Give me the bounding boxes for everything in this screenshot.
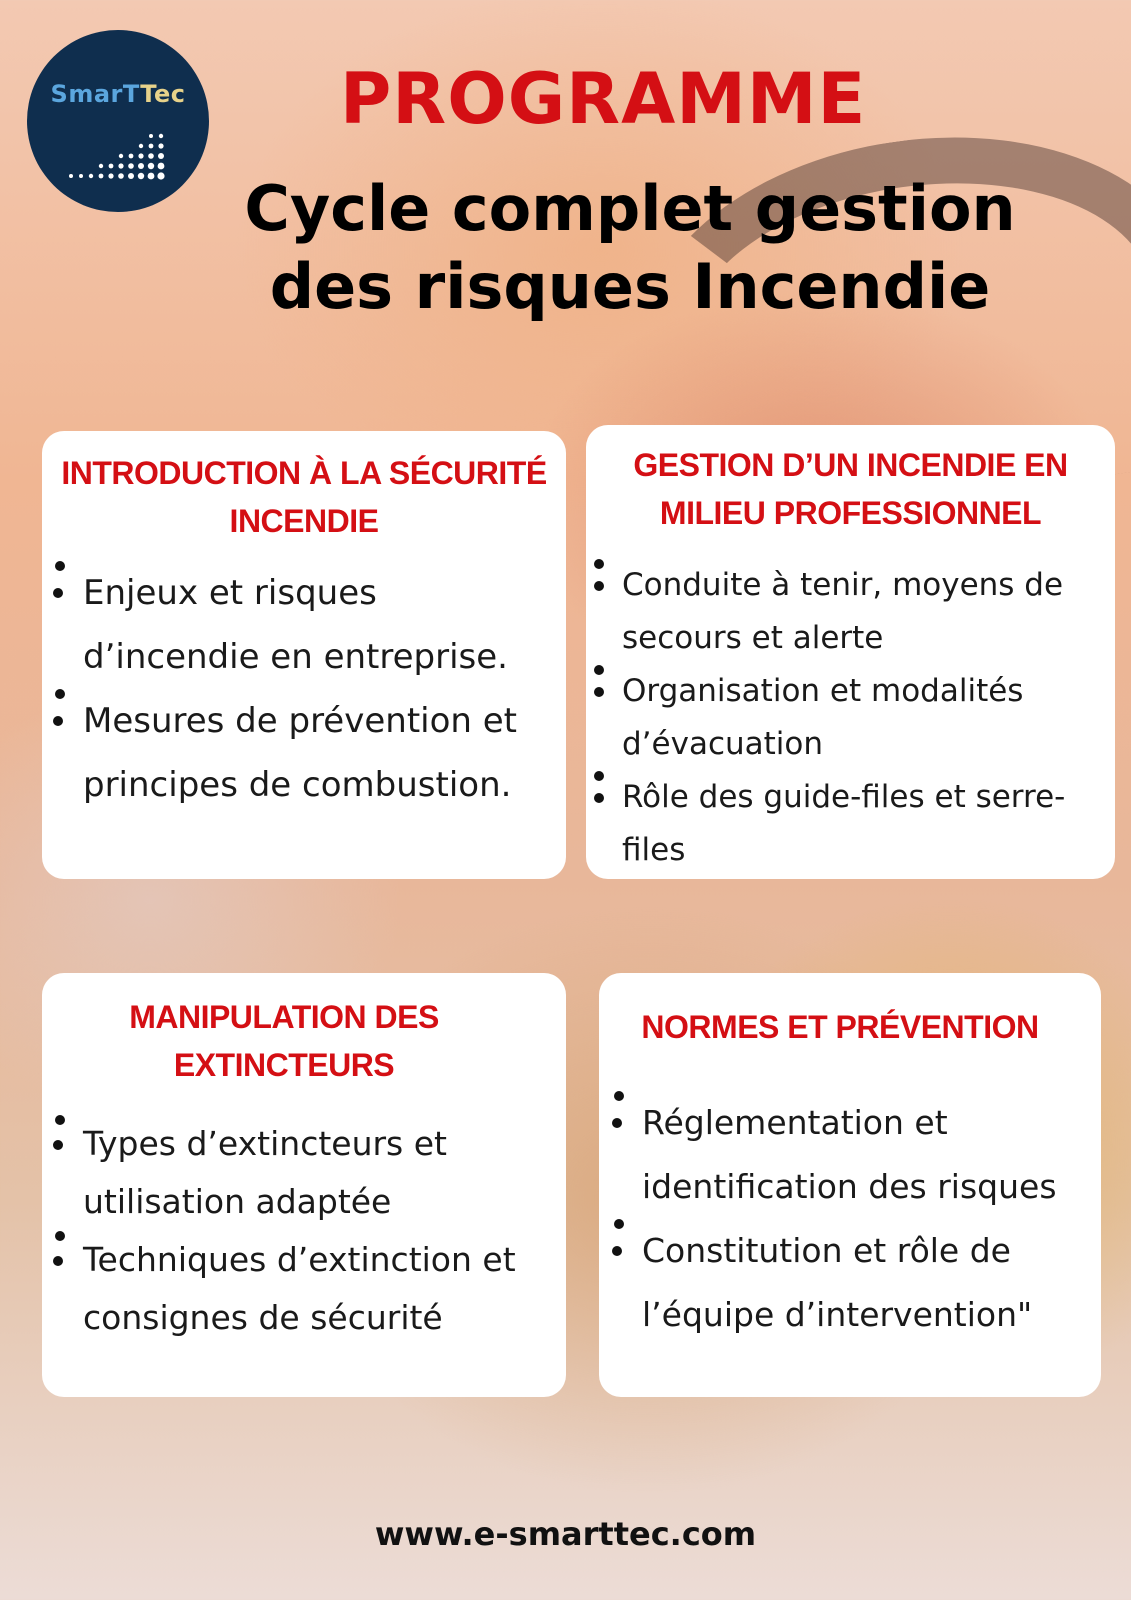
list-item-line2: utilisation adaptée: [83, 1182, 392, 1221]
programme-heading: PROGRAMME: [340, 58, 867, 140]
list-item: [622, 665, 1112, 771]
card-normes-prevention: [599, 973, 1101, 1397]
card-title-line2: MILIEU PROFESSIONNEL: [659, 495, 1042, 531]
card-title-line2: INCENDIE: [229, 503, 379, 539]
page-title-line1: Cycle complet gestion: [244, 172, 1016, 245]
card-list: [83, 1115, 563, 1347]
list-item-line1: Conduite à tenir, moyens de: [622, 567, 1064, 603]
card-title-line1: MANIPULATION DES: [129, 999, 439, 1035]
list-item-line1: Types d’extincteurs et: [83, 1124, 447, 1163]
list-item-line1: Enjeux et risques: [83, 573, 377, 613]
list-item-line2: d’évacuation: [622, 726, 824, 762]
smarttec-logo: [27, 30, 209, 212]
list-item-line2: secours et alerte: [622, 620, 884, 656]
website-url: www.e-smarttec.com: [374, 1515, 757, 1553]
list-item-line1: Réglementation et: [642, 1103, 948, 1142]
card-manipulation-extincteurs: [42, 973, 566, 1397]
logo-text-tec: Tec: [140, 80, 186, 108]
card-list: [642, 1091, 1102, 1347]
card-title: [589, 1003, 1091, 1051]
card-gestion-incendie: [586, 425, 1115, 879]
list-item-line2: identification des risques: [642, 1167, 1057, 1206]
list-item-line1: Mesures de prévention et: [83, 701, 517, 741]
card-title-line1: NORMES ET PRÉVENTION: [641, 1009, 1039, 1045]
list-item: [622, 559, 1112, 665]
list-item: [622, 771, 1112, 877]
page-title: [200, 170, 1060, 326]
list-item: [642, 1091, 1102, 1219]
logo-dots-icon: [63, 130, 193, 210]
list-item: [83, 561, 563, 689]
list-item-line2: d’incendie en entreprise.: [83, 637, 508, 677]
list-item: [83, 1115, 563, 1231]
logo-text: [27, 80, 209, 108]
logo-text-smart: SmarT: [50, 80, 141, 108]
list-item-line1: Rôle des guide-files et serre-: [622, 779, 1066, 815]
list-item: [83, 689, 563, 817]
list-item-line1: Constitution et rôle de: [642, 1231, 1011, 1270]
list-item-line2: l’équipe d’intervention": [642, 1295, 1033, 1334]
card-title-line2: EXTINCTEURS: [173, 1047, 395, 1083]
card-title: [22, 993, 546, 1089]
list-item: [642, 1219, 1102, 1347]
card-title-line1: INTRODUCTION À LA SÉCURITÉ: [61, 455, 547, 491]
card-introduction-securite: [42, 431, 566, 879]
list-item-line2: principes de combustion.: [83, 765, 512, 805]
list-item-line2: consignes de sécurité: [83, 1298, 443, 1337]
card-list: [622, 559, 1112, 877]
list-item-line2: files: [622, 832, 686, 868]
card-title: [586, 441, 1115, 537]
card-title-line1: GESTION D’UN INCENDIE EN: [633, 447, 1068, 483]
list-item: [83, 1231, 563, 1347]
card-list: [83, 561, 563, 817]
page-title-line2: des risques Incendie: [269, 250, 991, 323]
list-item-line1: Organisation et modalités: [622, 673, 1024, 709]
list-item-line1: Techniques d’extinction et: [83, 1240, 516, 1279]
card-title: [42, 449, 566, 545]
